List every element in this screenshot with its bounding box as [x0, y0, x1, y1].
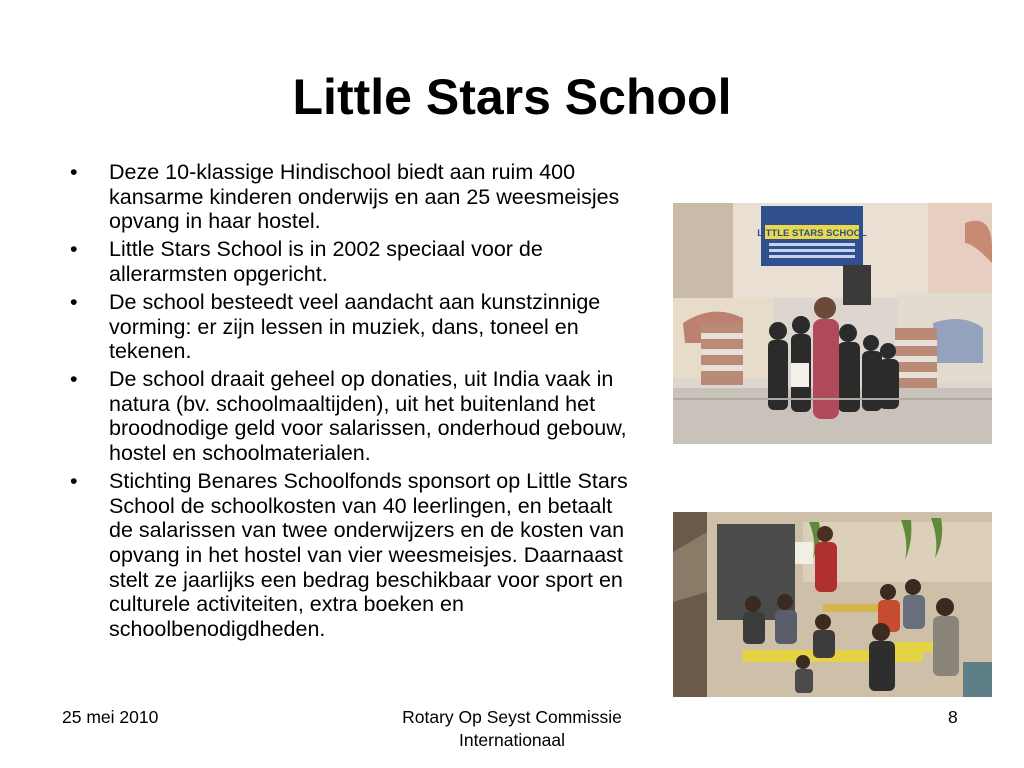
slide-number: 8: [948, 707, 958, 727]
classroom-photo-art: [673, 512, 992, 697]
bullet-dot-icon: •: [70, 367, 78, 392]
bullet-item: [70, 469, 630, 641]
bullet-dot-icon: •: [70, 469, 78, 494]
bullet-dot-icon: •: [70, 237, 78, 262]
school-sign-text: LITTLE STARS SCHOOL: [757, 228, 867, 239]
bullet-text: Stichting Benares Schoolfonds sponsort op Little Stars School de schoolkosten van 40 leerlingen, en betaalt de salarissen van twee onderwijzers en de kosten van opvang in het hostel van vier weesmeisjes. Daarnaast stelt ze jaarlijks een bedrag beschikbaar voor sport en culturele activiteiten, extra boeken en schoolbenodigdheden.: [109, 469, 628, 641]
bullet-text: De school besteedt veel aandacht aan kunstzinnige vorming: er zijn lessen in muziek, dans, toneel en tekenen.: [109, 289, 601, 364]
bullet-list: [70, 160, 630, 645]
bullet-item: [70, 237, 630, 286]
footer-organization: [362, 706, 662, 752]
slide-title: Little Stars School: [292, 69, 732, 125]
footer-organization-line: Rotary Op Seyst Commissie: [402, 707, 622, 727]
bullet-item: [70, 367, 630, 465]
bullet-dot-icon: •: [70, 160, 78, 184]
bullet-item: [70, 290, 630, 364]
bullet-dot-icon: •: [70, 289, 78, 314]
footer-date: 25 mei 2010: [62, 707, 159, 727]
bullet-text: De school draait geheel op donaties, uit India vaak in natura (bv. schoolmaaltijden), uit het buitenland het broodnodige geld voor salarissen, onderhoud gebouw, hostel en schoolmaterialen.: [109, 367, 627, 466]
footer-organization-line: Internationaal: [458, 730, 566, 750]
bullet-item: [70, 160, 630, 234]
bullet-text: Deze 10-klassige Hindischool biedt aan ruim 400 kansarme kinderen onderwijs en aan 25 weesmeisjes opvang in haar hostel.: [109, 160, 620, 234]
school-building-photo: [673, 203, 992, 444]
classroom-photo: [673, 512, 992, 697]
bullet-text: Little Stars School is in 2002 speciaal voor de allerarmsten opgericht.: [109, 237, 543, 286]
school-building-photo-art: [673, 203, 992, 444]
